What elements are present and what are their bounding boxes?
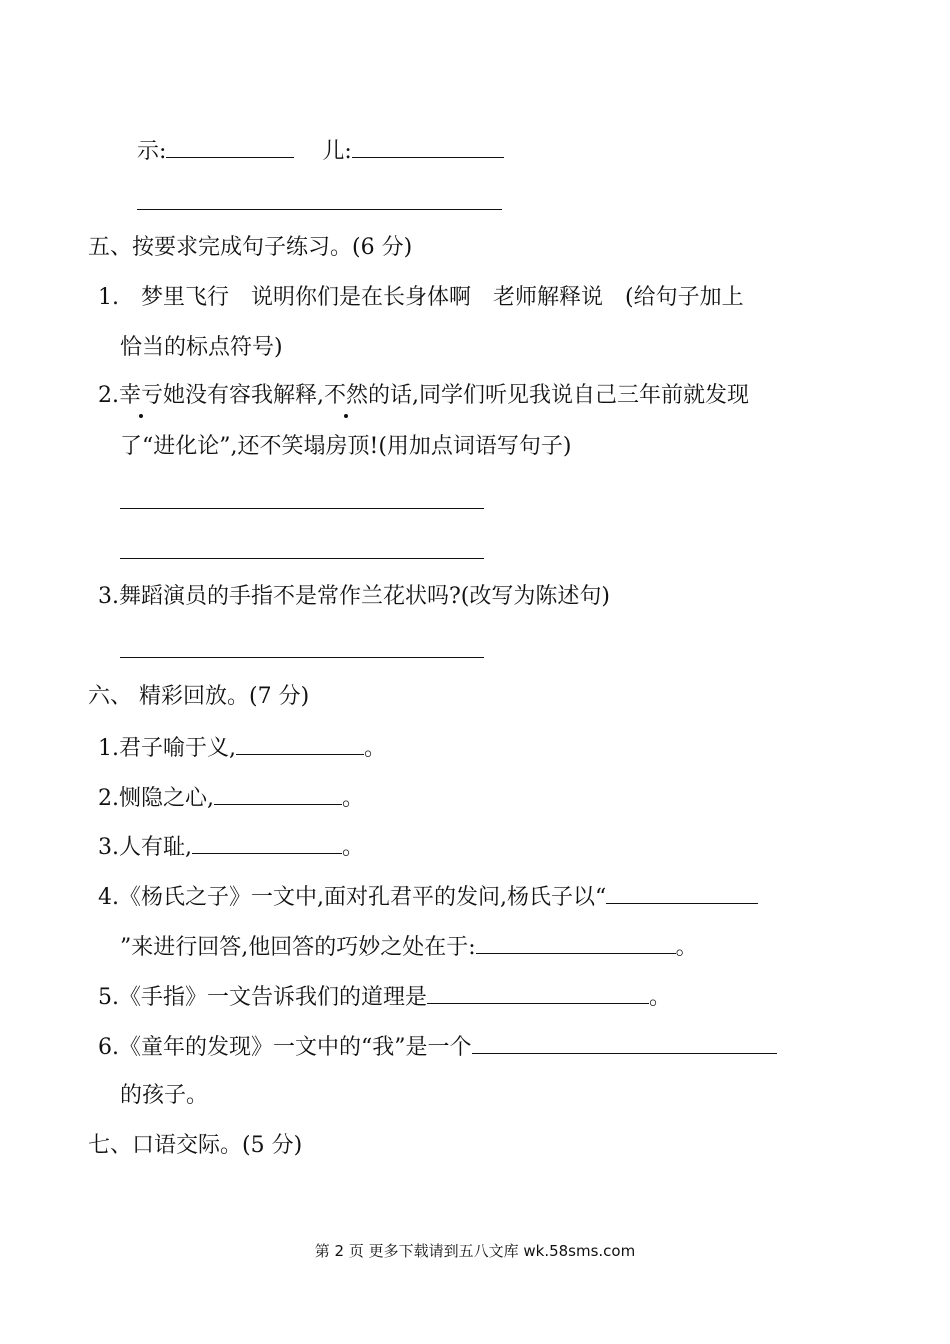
question-5-1-cont: 恰当的标点符号) — [120, 335, 283, 360]
question-5-3: 3.舞蹈演员的手指不是常作兰花状吗?(改写为陈述句) — [98, 584, 610, 609]
answer-blank[interactable] — [166, 135, 294, 158]
label-er: 儿: — [322, 139, 352, 164]
answer-blank[interactable] — [476, 931, 676, 954]
sentence-part: 梦里飞行 — [141, 285, 230, 310]
answer-blank[interactable] — [214, 782, 342, 805]
sentence-part: 说明你们是在长身体啊 — [251, 285, 472, 310]
answer-line[interactable] — [120, 657, 484, 658]
label-shi: 示: — [137, 139, 167, 164]
instruction: (给句子加上 — [625, 285, 744, 310]
question-6-3 — [98, 831, 364, 863]
answer-blank[interactable] — [352, 135, 504, 158]
sentence-part: 老师解释说 — [493, 285, 604, 310]
question-6-2 — [98, 782, 364, 814]
section-6-heading: 六、 精彩回放。(7 分) — [88, 684, 310, 709]
question-text: 3.人有耻, — [98, 835, 192, 860]
question-6-1 — [98, 732, 386, 764]
question-6-5 — [98, 981, 671, 1013]
punct: 。 — [341, 835, 364, 860]
question-6-4 — [98, 881, 758, 913]
question-6-6-cont: 的孩子。 — [120, 1083, 209, 1108]
dotted-word: 不然 — [324, 381, 368, 411]
dotted-word: 幸亏 — [119, 381, 163, 411]
question-5-2-cont: 了“进化论”,还不笑塌房顶!(用加点词语写句子) — [120, 434, 572, 459]
question-6-6 — [98, 1031, 777, 1063]
section-5-heading: 五、按要求完成句子练习。(6 分) — [88, 235, 413, 260]
question-6-4-cont — [120, 931, 698, 963]
sentence-text: 的话,同学们听见我说自己三年前就发现 — [368, 383, 750, 408]
q-number: 1. — [98, 285, 119, 310]
punct: 。 — [341, 786, 364, 811]
answer-blank[interactable] — [192, 831, 342, 854]
answer-line[interactable] — [137, 209, 502, 210]
answer-line[interactable] — [120, 508, 484, 509]
q-number: 2. — [98, 383, 119, 408]
question-5-2 — [98, 381, 749, 411]
question-text: ”来进行回答,他回答的巧妙之处在于: — [120, 935, 476, 960]
punct: 。 — [675, 935, 698, 960]
sentence-text: 她没有容我解释, — [163, 383, 325, 408]
answer-blank[interactable] — [427, 981, 649, 1004]
punct: 。 — [649, 985, 672, 1010]
question-text: 4.《杨氏之子》一文中,面对孔君平的发问,杨氏子以“ — [98, 885, 607, 910]
answer-blank[interactable] — [472, 1031, 777, 1054]
question-text: 6.《童年的发现》一文中的“我”是一个 — [98, 1035, 472, 1060]
question-text: 2.恻隐之心, — [98, 786, 214, 811]
answer-line[interactable] — [120, 558, 484, 559]
question-text: 5.《手指》一文告诉我们的道理是 — [98, 985, 427, 1010]
question-text: 1.君子喻于义, — [98, 736, 236, 761]
answer-blank[interactable] — [606, 881, 758, 904]
punct: 。 — [363, 736, 386, 761]
fill-line-shi-er — [137, 135, 504, 167]
page-footer: 第 2 页 更多下载请到五八文库 wk.58sms.com — [314, 1242, 636, 1260]
answer-blank[interactable] — [236, 732, 364, 755]
question-5-1 — [98, 283, 744, 313]
section-7-heading: 七、口语交际。(5 分) — [88, 1133, 303, 1158]
